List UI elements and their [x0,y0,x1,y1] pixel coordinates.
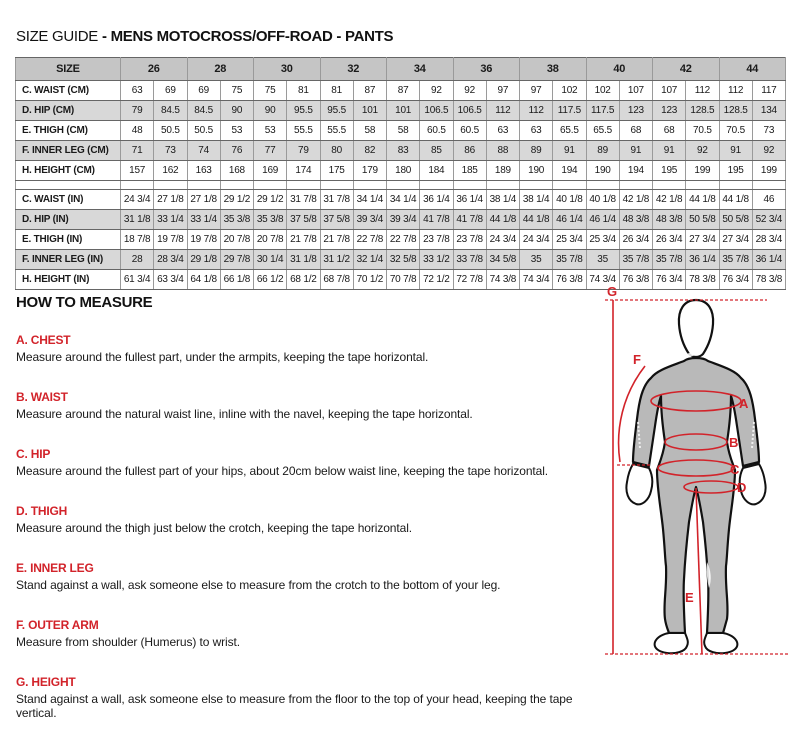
measurement-cell: 35 7/8 [653,250,686,270]
measurement-cell: 36 1/4 [453,190,486,210]
measurement-cell: 60.5 [420,121,453,141]
measurement-cell: 68 7/8 [320,270,353,290]
measurement-cell: 41 7/8 [420,210,453,230]
measurement-cell: 44 1/8 [719,190,752,210]
measurement-cell: 68 [619,121,652,141]
measure-section-text: Measure around the thigh just below the crotch, keeping the tape horizontal. [16,521,412,535]
measurement-cell: 77 [254,141,287,161]
measure-section-label: A. CHEST [16,333,71,347]
measurement-cell: 102 [553,81,586,101]
measure-section [16,504,601,535]
measurement-cell: 28 3/4 [752,230,785,250]
measurement-cell: 58 [353,121,386,141]
measurement-cell: 194 [553,161,586,181]
measurement-cell: 36 1/4 [752,250,785,270]
measurement-cell: 90 [254,101,287,121]
measurement-cell: 55.5 [320,121,353,141]
measurement-cell: 35 3/8 [220,210,253,230]
measurement-cell: 61 3/4 [121,270,154,290]
measurement-cell: 38 1/4 [486,190,519,210]
row-label: E. THIGH (CM) [16,121,121,141]
size-table [15,57,786,290]
measurement-cell: 74 3/4 [586,270,619,290]
measurement-cell: 36 1/4 [420,190,453,210]
measure-section-text: Stand against a wall, ask someone else to measure from the floor to the top of your head, keeping the tape vertical. [16,692,573,720]
size-header-cell: SIZE [16,58,121,81]
measurement-cell: 89 [520,141,553,161]
table-row [16,81,786,101]
measurement-cell: 40 1/8 [586,190,619,210]
measurement-cell: 89 [586,141,619,161]
measurement-cell: 46 1/4 [586,210,619,230]
measurement-cell: 76 3/4 [653,270,686,290]
measurement-cell: 33 1/4 [187,210,220,230]
measurement-cell: 157 [121,161,154,181]
measurement-cell: 112 [486,101,519,121]
measurement-cell: 112 [686,81,719,101]
page-title [16,28,393,45]
measurement-cell: 107 [619,81,652,101]
measurement-cell: 41 7/8 [453,210,486,230]
measure-section-text: Measure from shoulder (Humerus) to wrist. [16,635,240,649]
measurement-cell: 189 [486,161,519,181]
measurement-cell: 72 7/8 [453,270,486,290]
size-column-header: 40 [586,58,653,81]
measure-section-text: Measure around the fullest part, under the armpits, keeping the tape horizontal. [16,350,429,364]
measurement-cell: 20 7/8 [220,230,253,250]
measurement-cell: 40 1/8 [553,190,586,210]
measurement-cell: 180 [387,161,420,181]
measurement-cell: 101 [353,101,386,121]
measurement-cell: 70.5 [719,121,752,141]
measurement-cell: 81 [320,81,353,101]
row-label: F. INNER LEG (CM) [16,141,121,161]
measure-section-text: Stand against a wall, ask someone else to measure from the crotch to the bottom of your leg. [16,578,501,592]
measurement-cell: 34 5/8 [486,250,519,270]
measurement-cell: 175 [320,161,353,181]
measurement-cell: 19 7/8 [187,230,220,250]
measurement-cell: 92 [752,141,785,161]
measure-section-label: C. HIP [16,447,51,461]
measurement-cell: 65.5 [553,121,586,141]
measurement-cell: 34 1/4 [353,190,386,210]
measurement-cell: 21 7/8 [320,230,353,250]
measurement-cell: 190 [520,161,553,181]
measurement-cell: 74 3/4 [520,270,553,290]
measurement-cell: 92 [686,141,719,161]
measurement-cell: 35 7/8 [719,250,752,270]
measurement-cell: 79 [287,141,320,161]
measurement-cell: 80 [320,141,353,161]
measurement-cell: 69 [187,81,220,101]
measurement-cell: 63 [121,81,154,101]
row-label: C. WAIST (CM) [16,81,121,101]
measurement-figure [599,284,795,670]
measure-section-label: G. HEIGHT [16,675,76,689]
figure-label-b: B [729,435,739,450]
measurement-cell: 76 3/4 [719,270,752,290]
measurement-cell: 42 1/8 [653,190,686,210]
measurement-cell: 128.5 [719,101,752,121]
measurement-cell: 65.5 [586,121,619,141]
measurement-cell: 117.5 [586,101,619,121]
measurement-cell: 87 [387,81,420,101]
measurement-cell: 48 [121,121,154,141]
measurement-cell: 35 3/8 [254,210,287,230]
table-row [16,190,786,210]
measurement-cell: 35 [586,250,619,270]
row-label: C. WAIST (IN) [16,190,121,210]
measurement-cell: 199 [752,161,785,181]
measurement-cell: 174 [287,161,320,181]
table-row [16,161,786,181]
measurement-cell: 29 1/2 [254,190,287,210]
row-label: E. THIGH (IN) [16,230,121,250]
measurement-cell: 53 [220,121,253,141]
measurement-cell: 31 1/2 [320,250,353,270]
page-title-bold: - MENS MOTOCROSS/OFF-ROAD - PANTS [102,28,394,45]
measurement-cell: 76 3/8 [619,270,652,290]
measurement-cell: 68 [653,121,686,141]
measurement-cell: 83 [387,141,420,161]
measurement-cell: 29 1/8 [187,250,220,270]
measurement-cell: 27 1/8 [154,190,187,210]
measurement-cell: 48 3/8 [653,210,686,230]
measurement-cell: 23 7/8 [420,230,453,250]
measurement-cell: 184 [420,161,453,181]
measurement-cell: 88 [486,141,519,161]
measurement-cell: 35 [520,250,553,270]
measurement-cell: 72 1/2 [420,270,453,290]
measurement-cell: 36 1/4 [686,250,719,270]
measurement-cell: 35 7/8 [553,250,586,270]
figure-label-e: E [685,590,694,605]
measurement-cell: 84.5 [187,101,220,121]
measurement-cell: 32 1/4 [353,250,386,270]
measurement-cell: 91 [619,141,652,161]
measurement-cell: 112 [520,101,553,121]
measurement-cell: 73 [752,121,785,141]
measurement-cell: 92 [453,81,486,101]
measurement-cell: 60.5 [453,121,486,141]
row-label: D. HIP (IN) [16,210,121,230]
how-to-measure-heading: HOW TO MEASURE [16,294,153,311]
measurement-cell: 90 [220,101,253,121]
measurement-cell: 27 3/4 [719,230,752,250]
figure-label-g: G [607,284,618,299]
measurement-cell: 112 [719,81,752,101]
row-label: H. HEIGHT (IN) [16,270,121,290]
measurement-cell: 30 1/4 [254,250,287,270]
measurement-cell: 63 3/4 [154,270,187,290]
measurement-cell: 63 [486,121,519,141]
measurement-cell: 91 [553,141,586,161]
measurement-cell: 44 1/8 [486,210,519,230]
measurement-cell: 92 [420,81,453,101]
figure-label-c: C [730,462,740,477]
size-table-header-row [16,58,786,81]
measurement-cell: 25 3/4 [586,230,619,250]
measurement-cell: 68 1/2 [287,270,320,290]
size-column-header: 28 [187,58,254,81]
measurement-cell: 46 [752,190,785,210]
measure-section-text: Measure around the fullest part of your hips, about 20cm below waist line, keeping the tape horizontal. [16,464,549,478]
measurement-cell: 31 7/8 [320,190,353,210]
measurement-cell: 29 7/8 [220,250,253,270]
row-label: H. HEIGHT (CM) [16,161,121,181]
measure-section [16,561,601,592]
measurement-cell: 44 1/8 [520,210,553,230]
measurement-cell: 35 7/8 [619,250,652,270]
measurement-cell: 46 1/4 [553,210,586,230]
measurement-cell: 95.5 [320,101,353,121]
measurement-cell: 179 [353,161,386,181]
table-row [16,250,786,270]
measurement-cell: 27 1/8 [187,190,220,210]
measurement-cell: 123 [619,101,652,121]
measurement-cell: 101 [387,101,420,121]
measurement-cell: 50.5 [187,121,220,141]
row-label: F. INNER LEG (IN) [16,250,121,270]
measurement-cell: 48 3/8 [619,210,652,230]
measurement-cell: 168 [220,161,253,181]
size-column-header: 38 [520,58,587,81]
measurement-cell: 52 3/4 [752,210,785,230]
measurement-cell: 22 7/8 [387,230,420,250]
measurement-cell: 26 3/4 [653,230,686,250]
measurement-cell: 55.5 [287,121,320,141]
measurement-cell: 32 5/8 [387,250,420,270]
measurement-cell: 190 [586,161,619,181]
measurement-cell: 28 3/4 [154,250,187,270]
measurement-cell: 106.5 [420,101,453,121]
head-outline [679,300,713,357]
measurement-cell: 76 3/8 [553,270,586,290]
measurement-cell: 76 [220,141,253,161]
measurement-cell: 75 [254,81,287,101]
measurement-cell: 91 [653,141,686,161]
page-title-light: SIZE GUIDE [16,28,99,45]
measurement-cell: 50 5/8 [719,210,752,230]
size-column-header: 44 [719,58,786,81]
row-label: D. HIP (CM) [16,101,121,121]
measurement-cell: 86 [453,141,486,161]
measurement-cell: 31 1/8 [121,210,154,230]
size-column-header: 36 [453,58,520,81]
measurement-cell: 27 3/4 [686,230,719,250]
measurement-cell: 79 [121,101,154,121]
measurement-cell: 70 7/8 [387,270,420,290]
size-column-header: 32 [320,58,387,81]
body-diagram [599,284,795,670]
measurement-cell: 33 7/8 [453,250,486,270]
measurement-cell: 37 5/8 [320,210,353,230]
measurement-cell: 97 [486,81,519,101]
measurement-cell: 25 3/4 [553,230,586,250]
measurement-cell: 91 [719,141,752,161]
measurement-cell: 66 1/2 [254,270,287,290]
measure-section [16,618,601,649]
measurement-cell: 53 [254,121,287,141]
size-column-header: 34 [387,58,454,81]
measurement-cell: 97 [520,81,553,101]
table-row [16,141,786,161]
measurement-cell: 117.5 [553,101,586,121]
left-glove [626,464,652,504]
measurement-cell: 39 3/4 [387,210,420,230]
measurement-cell: 106.5 [453,101,486,121]
measurement-cell: 117 [752,81,785,101]
measurement-cell: 64 1/8 [187,270,220,290]
measurement-cell: 87 [353,81,386,101]
measurement-cell: 50.5 [154,121,187,141]
measurement-cell: 70 1/2 [353,270,386,290]
measurement-cell: 38 1/4 [520,190,553,210]
measurement-cell: 85 [420,141,453,161]
measurement-cell: 37 5/8 [287,210,320,230]
measurement-cell: 194 [619,161,652,181]
table-row [16,230,786,250]
measurement-cell: 84.5 [154,101,187,121]
size-column-header: 26 [121,58,188,81]
measure-section [16,390,601,421]
size-column-header: 42 [653,58,720,81]
measurement-cell: 102 [586,81,619,101]
measurement-cell: 81 [287,81,320,101]
measurement-cell: 33 1/4 [154,210,187,230]
measurement-cell: 66 1/8 [220,270,253,290]
measure-section-label: F. OUTER ARM [16,618,99,632]
unit-separator-row [16,181,786,190]
figure-label-a: A [739,396,749,411]
measurement-cell: 39 3/4 [353,210,386,230]
measurement-cell: 28 [121,250,154,270]
measurement-cell: 75 [220,81,253,101]
measurement-cell: 74 3/8 [486,270,519,290]
measurement-cell: 195 [653,161,686,181]
measurement-cell: 20 7/8 [254,230,287,250]
size-column-header: 30 [254,58,321,81]
measurement-cell: 44 1/8 [686,190,719,210]
measure-section [16,675,601,720]
measurement-cell: 22 7/8 [353,230,386,250]
measurement-cell: 69 [154,81,187,101]
measurement-cell: 24 3/4 [121,190,154,210]
measurement-cell: 71 [121,141,154,161]
measurement-cell: 78 3/8 [752,270,785,290]
table-row [16,210,786,230]
measurement-cell: 42 1/8 [619,190,652,210]
measurement-cell: 163 [187,161,220,181]
measurement-cell: 169 [254,161,287,181]
measure-section-label: E. INNER LEG [16,561,94,575]
measurement-cell: 70.5 [686,121,719,141]
measurement-cell: 63 [520,121,553,141]
measurement-cell: 19 7/8 [154,230,187,250]
measurement-cell: 74 [187,141,220,161]
measurement-cell: 123 [653,101,686,121]
right-boot [704,633,737,653]
figure-label-f: F [633,352,641,367]
measurement-cell: 24 3/4 [486,230,519,250]
measurement-cell: 195 [719,161,752,181]
measurement-cell: 199 [686,161,719,181]
measurement-cell: 128.5 [686,101,719,121]
measure-section-label: B. WAIST [16,390,68,404]
measurement-cell: 21 7/8 [287,230,320,250]
measure-section-text: Measure around the natural waist line, inline with the navel, keeping the tape horizontal. [16,407,473,421]
table-row [16,121,786,141]
measurement-cell: 34 1/4 [387,190,420,210]
measurement-cell: 58 [387,121,420,141]
measurement-cell: 107 [653,81,686,101]
left-boot [655,633,688,653]
measurement-cell: 26 3/4 [619,230,652,250]
measure-section [16,447,601,478]
how-to-measure-section [16,294,601,746]
measurement-cell: 82 [353,141,386,161]
table-row [16,101,786,121]
measurement-cell: 73 [154,141,187,161]
measurement-cell: 50 5/8 [686,210,719,230]
measure-section [16,333,601,364]
figure-label-d: D [737,480,747,495]
measurement-cell: 31 7/8 [287,190,320,210]
measurement-cell: 33 1/2 [420,250,453,270]
measurement-cell: 24 3/4 [520,230,553,250]
measurement-cell: 95.5 [287,101,320,121]
measurement-cell: 23 7/8 [453,230,486,250]
measurement-cell: 134 [752,101,785,121]
measurement-cell: 29 1/2 [220,190,253,210]
measurement-cell: 162 [154,161,187,181]
measurement-cell: 18 7/8 [121,230,154,250]
measurement-cell: 185 [453,161,486,181]
measurement-cell: 78 3/8 [686,270,719,290]
measure-section-label: D. THIGH [16,504,68,518]
measurement-cell: 31 1/8 [287,250,320,270]
